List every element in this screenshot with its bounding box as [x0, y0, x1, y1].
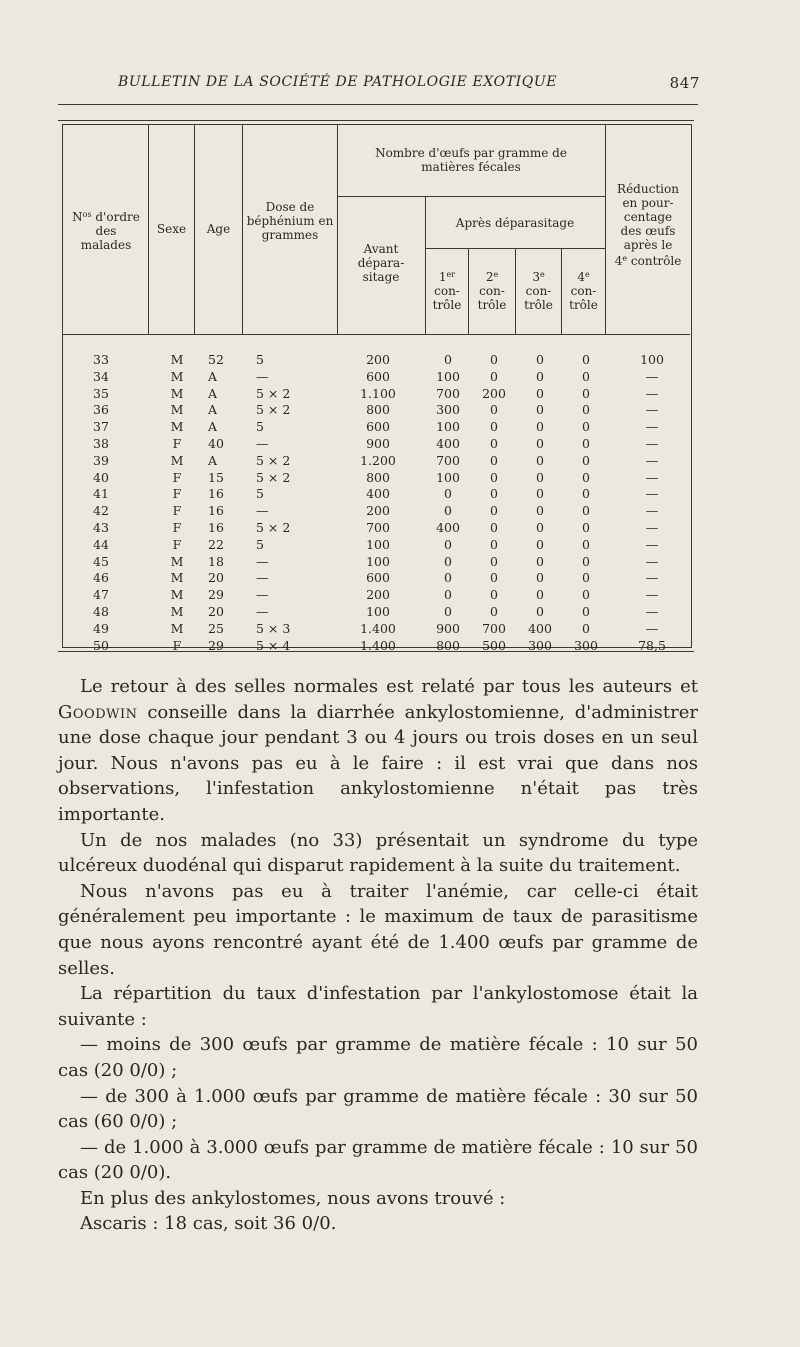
cell-k1: 0 — [444, 603, 452, 619]
cell-k1: 300 — [436, 402, 460, 418]
cell-k3: 0 — [536, 452, 544, 468]
cell-k3: 0 — [536, 385, 544, 401]
cell-k2: 0 — [490, 352, 498, 367]
cell-dose: 5 × 4 — [256, 637, 291, 653]
cell-k4: 0 — [582, 452, 590, 468]
cell-k1: 100 — [436, 419, 460, 435]
cell-red: 100 — [640, 352, 664, 367]
cell-dose: 5 × 2 — [256, 452, 291, 468]
cell-k1: 700 — [436, 452, 460, 468]
cell-age: A — [208, 385, 218, 401]
cell-k4: 0 — [582, 570, 590, 586]
cell-k1: 800 — [436, 637, 460, 653]
cell-k2: 0 — [490, 536, 498, 552]
cell-red: — — [645, 385, 659, 401]
cell-sex: F — [172, 536, 182, 552]
cell-sex: F — [172, 503, 182, 519]
cell-no: 45 — [93, 553, 109, 569]
cell-avant: 1.400 — [360, 620, 396, 636]
cell-sex: M — [170, 402, 184, 418]
cell-avant: 100 — [366, 553, 390, 569]
cell-red: — — [645, 435, 659, 451]
cell-k1: 0 — [444, 553, 452, 569]
cell-dose: — — [256, 587, 269, 603]
cell-k4: 0 — [582, 620, 590, 636]
cell-sex: F — [172, 519, 182, 535]
cell-age: 18 — [208, 553, 224, 569]
cell-no: 33 — [93, 352, 109, 367]
running-title: BULLETIN DE LA SOCIÉTÉ DE PATHOLOGIE EXOTIQUE — [118, 74, 558, 90]
cell-k3: 0 — [536, 435, 544, 451]
cell-k4: 0 — [582, 503, 590, 519]
header-bottom-rule — [62, 334, 690, 335]
cell-avant: 100 — [366, 536, 390, 552]
cell-red: — — [645, 587, 659, 603]
cell-k1: 700 — [436, 385, 460, 401]
cell-dose: 5 — [256, 486, 264, 502]
cell-age: 29 — [208, 587, 224, 603]
col-subgroup-title: Après déparasitage — [455, 216, 575, 230]
cell-avant: 400 — [366, 486, 390, 502]
cell-k1: 400 — [436, 519, 460, 535]
cell-avant: 700 — [366, 519, 390, 535]
cell-avant: 800 — [366, 402, 390, 418]
cell-k2: 0 — [490, 570, 498, 586]
table-row — [62, 419, 690, 436]
cell-age: A — [208, 419, 218, 435]
cell-red: — — [645, 469, 659, 485]
cell-k2: 0 — [490, 469, 498, 485]
cell-red: — — [645, 536, 659, 552]
cell-k4: 0 — [582, 385, 590, 401]
cell-no: 40 — [93, 469, 109, 485]
cell-k2: 700 — [482, 620, 506, 636]
cell-k2: 0 — [490, 368, 498, 384]
table-row — [62, 402, 690, 419]
cell-no: 37 — [93, 419, 109, 435]
cell-k3: 0 — [536, 587, 544, 603]
cell-k4: 0 — [582, 469, 590, 485]
cell-dose: — — [256, 603, 269, 619]
cell-avant: 600 — [366, 570, 390, 586]
cell-k3: 0 — [536, 553, 544, 569]
cell-k4: 0 — [582, 352, 590, 367]
cell-no: 43 — [93, 519, 109, 535]
cell-k2: 0 — [490, 402, 498, 418]
cell-red: — — [645, 553, 659, 569]
paragraph: Nous n'avons pas eu à traiter l'anémie, car celle-ci était généralement peu importante : le maximum de taux de parasitisme que nous ayons rencontré ayant été de 1.400 œufs par gramme de selles. — [58, 880, 698, 979]
cell-age: 25 — [208, 620, 224, 636]
cell-no: 48 — [93, 603, 109, 619]
cell-k2: 0 — [490, 519, 498, 535]
cell-k4: 0 — [582, 553, 590, 569]
cell-no: 46 — [93, 570, 109, 586]
list-item: — moins de 300 œufs par gramme de matière fécale : 10 sur 50 cas (20 0/0) ; — [58, 1034, 698, 1081]
cell-k2: 200 — [482, 385, 506, 401]
cell-k1: 100 — [436, 368, 460, 384]
cell-red: — — [645, 503, 659, 519]
cell-k4: 0 — [582, 419, 590, 435]
col-header-no: $N^{os}$ d'ordre des malades — [72, 210, 140, 252]
cell-dose: — — [256, 503, 269, 519]
col-header-dose: Dose de béphénium en grammes — [246, 200, 334, 242]
cell-avant: 600 — [366, 419, 390, 435]
col-header-sex: Sexe — [156, 222, 187, 236]
cell-avant: 200 — [366, 503, 390, 519]
cell-k2: 0 — [490, 419, 498, 435]
col-header-k3: 3e con- trôle — [524, 270, 553, 312]
cell-k3: 0 — [536, 503, 544, 519]
cell-dose: 5 — [256, 536, 264, 552]
table-row — [62, 470, 690, 487]
cell-sex: M — [170, 385, 184, 401]
cell-no: 50 — [93, 637, 109, 653]
cell-k2: 0 — [490, 486, 498, 502]
cell-sex: F — [172, 637, 182, 653]
cell-k1: 0 — [444, 503, 452, 519]
cell-k1: 900 — [436, 620, 460, 636]
cell-k3: 0 — [536, 469, 544, 485]
paragraph: En plus des ankylostomes, nous avons trouvé : — [80, 1187, 506, 1209]
paragraph: Ascaris : 18 cas, soit 36 0/0. — [80, 1213, 337, 1235]
col-rule — [337, 124, 338, 334]
cell-k3: 400 — [528, 620, 552, 636]
table-row — [62, 386, 690, 403]
col-group-title: Nombre d'œufs par gramme de matières fécales — [375, 146, 567, 174]
cell-sex: M — [170, 553, 184, 569]
cell-no: 39 — [93, 452, 109, 468]
col-header-avant: Avant dépara- sitage — [357, 242, 405, 284]
cell-k1: 400 — [436, 435, 460, 451]
cell-age: A — [208, 368, 218, 384]
cell-avant: 900 — [366, 435, 390, 451]
table-body — [62, 352, 690, 654]
cell-dose: — — [256, 435, 269, 451]
cell-no: 35 — [93, 385, 109, 401]
cell-dose: 5 — [256, 419, 264, 435]
cell-sex: M — [170, 587, 184, 603]
cell-k3: 0 — [536, 352, 544, 367]
cell-avant: 100 — [366, 603, 390, 619]
cell-k2: 500 — [482, 637, 506, 653]
table-row — [62, 638, 690, 655]
table-row — [62, 554, 690, 571]
cell-k4: 0 — [582, 603, 590, 619]
cell-avant: 200 — [366, 352, 390, 367]
cell-age: 22 — [208, 536, 224, 552]
cell-k2: 0 — [490, 603, 498, 619]
cell-dose: 5 × 2 — [256, 469, 291, 485]
table-row — [62, 503, 690, 520]
table-row — [62, 369, 690, 386]
cell-age: 15 — [208, 469, 224, 485]
cell-red: — — [645, 486, 659, 502]
col-header-k1: 1er con- trôle — [432, 270, 462, 312]
cell-k1: 0 — [444, 570, 452, 586]
cell-age: 16 — [208, 519, 224, 535]
header-rule — [58, 104, 698, 105]
cell-red: — — [645, 519, 659, 535]
table-row — [62, 604, 690, 621]
cell-k3: 300 — [528, 637, 552, 653]
list-item: — de 1.000 à 3.000 œufs par gramme de matière fécale : 10 sur 50 cas (20 0/0). — [58, 1136, 698, 1184]
cell-no: 47 — [93, 587, 109, 603]
cell-k3: 0 — [536, 536, 544, 552]
cell-no: 38 — [93, 435, 109, 451]
cell-k4: 0 — [582, 486, 590, 502]
cell-age: A — [208, 452, 218, 468]
cell-sex: M — [170, 452, 184, 468]
cell-age: A — [208, 402, 218, 418]
cell-k3: 0 — [536, 603, 544, 619]
cell-red: — — [645, 620, 659, 636]
col-rule — [425, 196, 426, 334]
table-row — [62, 486, 690, 503]
cell-avant: 800 — [366, 469, 390, 485]
col-header-k4: 4e con- trôle — [569, 270, 598, 312]
cell-dose: 5 × 2 — [256, 402, 291, 418]
cell-sex: M — [170, 603, 184, 619]
running-header — [118, 74, 700, 90]
cell-sex: M — [170, 368, 184, 384]
cell-k4: 0 — [582, 435, 590, 451]
cell-k3: 0 — [536, 519, 544, 535]
header-rule-group — [337, 196, 605, 197]
list-item: — de 300 à 1.000 œufs par gramme de matière fécale : 30 sur 50 cas (60 0/0) ; — [58, 1085, 698, 1133]
cell-age: 29 — [208, 637, 224, 653]
cell-k2: 0 — [490, 553, 498, 569]
cell-sex: M — [170, 419, 184, 435]
page-number: 847 — [669, 74, 700, 92]
cell-no: 34 — [93, 368, 109, 384]
author-name: Goodwin — [58, 701, 138, 723]
cell-k4: 0 — [582, 368, 590, 384]
cell-k1: 100 — [436, 469, 460, 485]
cell-red: — — [645, 570, 659, 586]
cell-dose: 5 × 3 — [256, 620, 291, 636]
cell-sex: F — [172, 435, 182, 451]
cell-red: — — [645, 368, 659, 384]
cell-avant: 1.400 — [360, 637, 396, 653]
table-row — [62, 621, 690, 638]
paragraph: Un de nos malades (no 33) présentait un syndrome du type ulcéreux duodénal qui disparut rapidement à la suite du traitement. — [58, 829, 698, 877]
cell-dose: — — [256, 368, 269, 384]
cell-k2: 0 — [490, 587, 498, 603]
cell-k4: 300 — [574, 637, 598, 653]
cell-red: — — [645, 419, 659, 435]
cell-sex: F — [172, 486, 182, 502]
cell-k2: 0 — [490, 452, 498, 468]
cell-k4: 0 — [582, 536, 590, 552]
cell-dose: — — [256, 570, 269, 586]
table-row — [62, 570, 690, 587]
table-row — [62, 537, 690, 554]
cell-red: — — [645, 603, 659, 619]
cell-age: 16 — [208, 503, 224, 519]
cell-age: 20 — [208, 570, 224, 586]
col-header-k2: 2e con- trôle — [477, 270, 507, 312]
cell-sex: M — [170, 620, 184, 636]
cell-k3: 0 — [536, 419, 544, 435]
cell-k2: 0 — [490, 435, 498, 451]
cell-red: 78,5 — [638, 637, 666, 653]
cell-k1: 0 — [444, 486, 452, 502]
cell-age: 52 — [208, 352, 224, 367]
cell-dose: 5 — [256, 352, 264, 367]
cell-age: 20 — [208, 603, 224, 619]
cell-k4: 0 — [582, 587, 590, 603]
cell-sex: M — [170, 570, 184, 586]
cell-dose: — — [256, 553, 269, 569]
cell-k4: 0 — [582, 519, 590, 535]
cell-no: 49 — [93, 620, 109, 636]
paragraph: Le retour à des selles normales est relaté par tous les auteurs et Goodwin conseille dans la diarrhée ankylostomienne, d'administrer une dose chaque jour pendant 3 ou 4 jours ou trois doses en un seul jour. Nous n'avons pas eu à le faire : il est vrai que dans nos observations, l'infestation ankylostomienne n'était pas très importante. — [58, 676, 698, 825]
cell-k4: 0 — [582, 402, 590, 418]
cell-k2: 0 — [490, 503, 498, 519]
cell-no: 44 — [93, 536, 109, 552]
table-row — [62, 352, 690, 369]
cell-k1: 0 — [444, 536, 452, 552]
cell-avant: 1.200 — [360, 452, 396, 468]
cell-sex: M — [170, 352, 184, 367]
cell-sex: F — [172, 469, 182, 485]
cell-k3: 0 — [536, 368, 544, 384]
col-header-age: Age — [206, 222, 231, 236]
table-row — [62, 453, 690, 470]
header-rule-subgroup — [425, 248, 605, 249]
cell-red: — — [645, 402, 659, 418]
cell-k1: 0 — [444, 587, 452, 603]
cell-k3: 0 — [536, 486, 544, 502]
cell-avant: 1.100 — [360, 385, 396, 401]
cell-no: 36 — [93, 402, 109, 418]
table-row — [62, 436, 690, 453]
cell-avant: 200 — [366, 587, 390, 603]
cell-k1: 0 — [444, 352, 452, 367]
cell-no: 41 — [93, 486, 109, 502]
cell-age: 40 — [208, 435, 224, 451]
cell-avant: 600 — [366, 368, 390, 384]
paragraph: La répartition du taux d'infestation par l'ankylostomose était la suivante : — [58, 983, 698, 1030]
cell-dose: 5 × 2 — [256, 385, 291, 401]
cell-no: 42 — [93, 503, 109, 519]
cell-k3: 0 — [536, 570, 544, 586]
cell-dose: 5 × 2 — [256, 519, 291, 535]
cell-k3: 0 — [536, 402, 544, 418]
table-row — [62, 520, 690, 537]
cell-age: 16 — [208, 486, 224, 502]
table-row — [62, 587, 690, 604]
cell-red: — — [645, 452, 659, 468]
col-header-reduction: Réduction en pour- centage des œufs après le 4e contrôle — [614, 182, 682, 268]
body-text — [58, 674, 698, 1237]
